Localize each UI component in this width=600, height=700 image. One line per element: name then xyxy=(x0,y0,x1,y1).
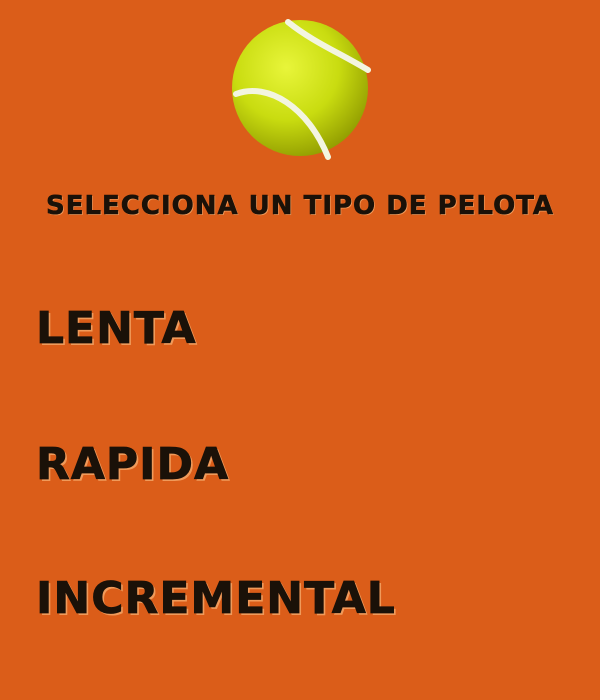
option-lenta-button[interactable]: LENTA xyxy=(36,303,197,354)
page-title: SELECCIONA UN TIPO DE PELOTA xyxy=(45,191,555,221)
tennis-ball-icon xyxy=(228,12,372,162)
option-incremental-button[interactable]: INCREMENTAL xyxy=(36,573,396,624)
option-rapida-button[interactable]: RAPIDA xyxy=(36,439,230,490)
